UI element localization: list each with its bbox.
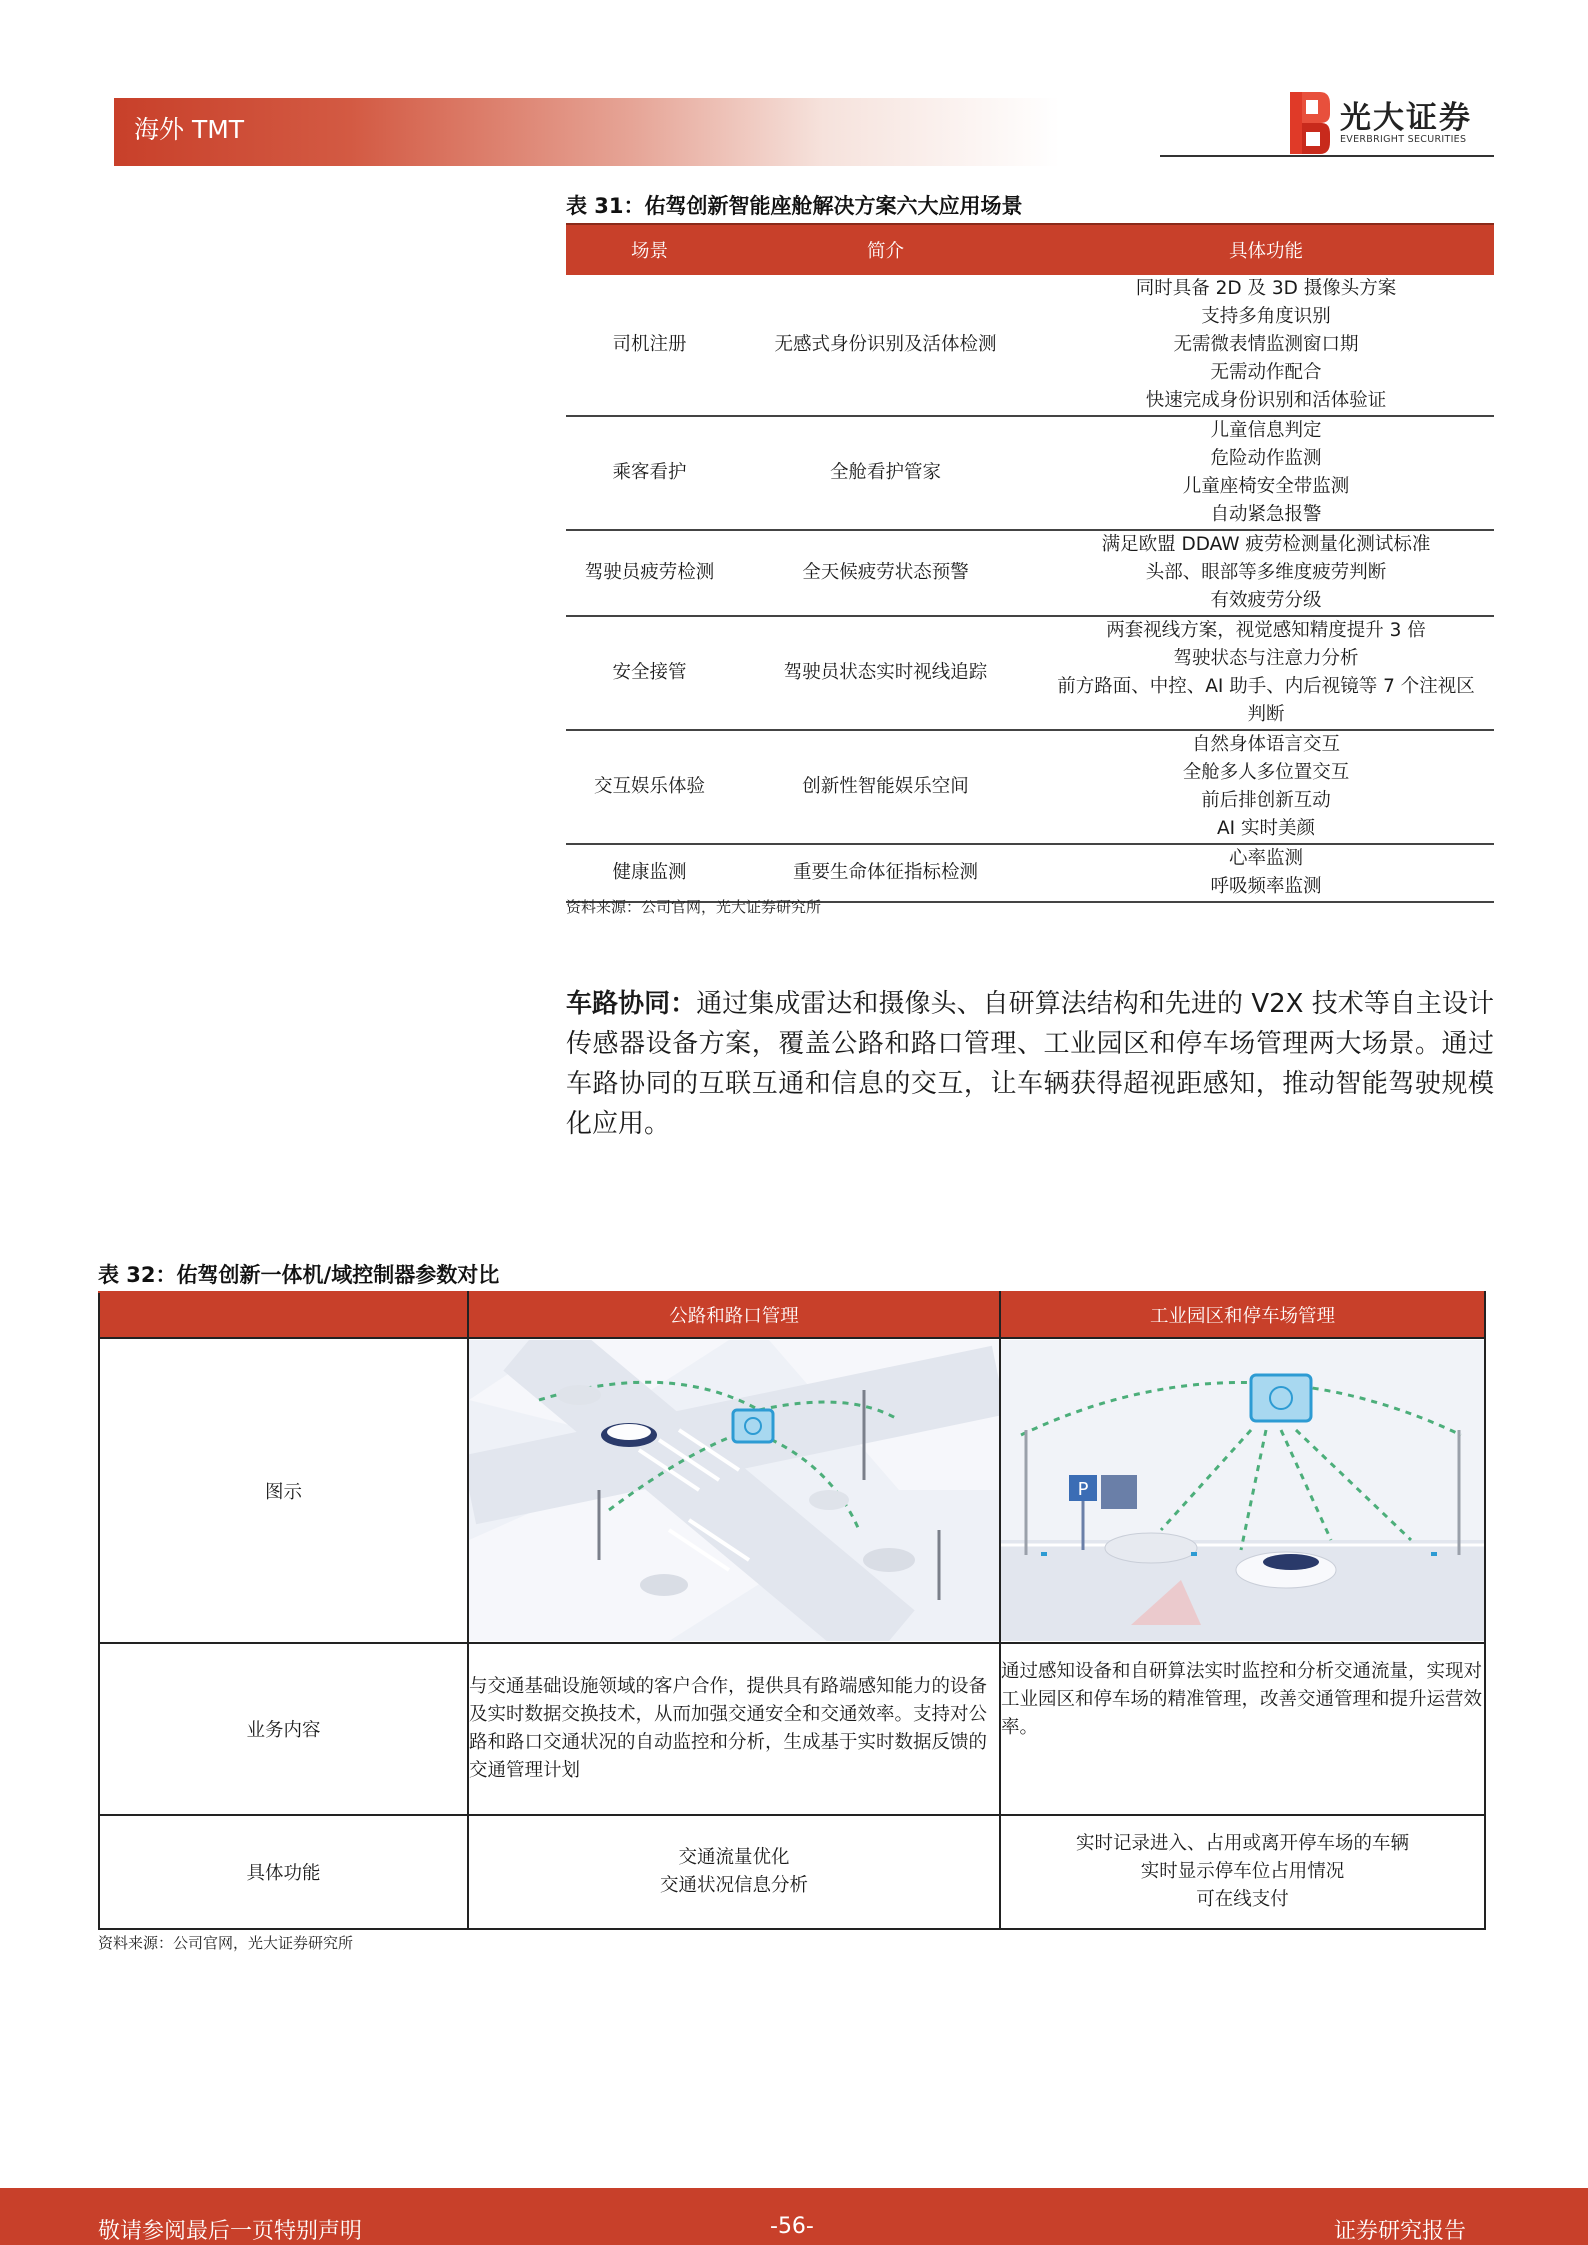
feature-item: 无需微表情监测窗口期: [1173, 334, 1359, 355]
table31-source: 资料来源：公司官网，光大证券研究所: [566, 898, 822, 916]
table32-col-header: [99, 1292, 468, 1338]
table-row: [566, 844, 1494, 902]
footer-disclaimer: 敬请参阅最后一页特别声明: [98, 2219, 363, 2244]
logo-mark-icon: [1290, 92, 1330, 154]
scene-cell: 司机注册: [566, 275, 733, 416]
feature-item: 无需动作配合: [1210, 362, 1322, 383]
table32-source: 资料来源：公司官网，光大证券研究所: [98, 1934, 354, 1952]
feature-item: 满足欧盟 DDAW 疲劳检测量化测试标准: [1101, 534, 1431, 555]
features-cell: [1038, 616, 1494, 730]
header-band: [114, 98, 1060, 166]
feature-item: AI 实时美颜: [1217, 818, 1315, 839]
function-item: 实时记录进入、占用或离开停车场的车辆: [1075, 1833, 1409, 1854]
feature-item: 头部、眼部等多维度疲劳判断: [1145, 562, 1387, 583]
park-desc-cell: 通过感知设备和自研算法实时监控和分析交通流量，实现对工业园区和停车场的精准管理，改善交通管理和提升运营效率。: [1000, 1643, 1485, 1815]
feature-item: 驾驶状态与注意力分析: [1173, 648, 1359, 669]
table-row: [566, 730, 1494, 844]
feature-item: 有效疲劳分级: [1210, 590, 1322, 611]
scene-cell: 驾驶员疲劳检测: [566, 530, 733, 616]
table32-header-row: [99, 1292, 1485, 1338]
table32-caption: 表 32：佑驾创新一体机/域控制器参数对比: [98, 1263, 500, 1287]
header-rule: [1160, 155, 1494, 157]
table-row: [566, 530, 1494, 616]
function-item: 实时显示停车位占用情况: [1140, 1861, 1345, 1882]
feature-item: 呼吸频率监测: [1210, 876, 1322, 897]
features-cell: [1038, 275, 1494, 416]
road-func-cell: [468, 1815, 1000, 1929]
parking-sign-icon: P: [1077, 1479, 1089, 1500]
intro-cell: 驾驶员状态实时视线追踪: [733, 616, 1038, 730]
feature-item: 前后排创新互动: [1201, 790, 1331, 811]
table31: [566, 223, 1494, 903]
road-illustration-cell: [468, 1338, 1000, 1643]
row-label: 图示: [99, 1338, 468, 1643]
table-row: [99, 1643, 1485, 1815]
table31-col-header: 简介: [733, 224, 1038, 275]
feature-item: 儿童信息判定: [1210, 420, 1322, 441]
feature-item: 自然身体语言交互: [1191, 734, 1340, 755]
table32: [98, 1291, 1486, 1930]
function-item: 交通状况信息分析: [659, 1875, 808, 1896]
table31-header-row: [566, 224, 1494, 275]
row-label: 具体功能: [99, 1815, 468, 1929]
table31-col-header: 具体功能: [1038, 224, 1494, 275]
table-row: [99, 1338, 1485, 1643]
table-row: [99, 1815, 1485, 1929]
road-desc-cell: 与交通基础设施领域的客户合作，提供具有路端感知能力的设备及实时数据交换技术，从而加强交通安全和交通效率。支持对公路和路口交通状况的自动监控和分析，生成基于实时数据反馈的交通管理计划: [468, 1643, 1000, 1815]
table-row: [566, 616, 1494, 730]
feature-item: 前方路面、中控、AI 助手、内后视镜等 7 个注视区: [1057, 676, 1475, 697]
scene-cell: 健康监测: [566, 844, 733, 902]
feature-item: 儿童座椅安全带监测: [1182, 476, 1350, 497]
intro-cell: 全舱看护管家: [733, 416, 1038, 530]
feature-item: 全舱多人多位置交互: [1182, 762, 1350, 783]
feature-item: 快速完成身份识别和活体验证: [1145, 390, 1387, 411]
feature-item: 危险动作监测: [1210, 448, 1322, 469]
logo-text-cn: 光大证券: [1340, 100, 1472, 136]
feature-item: 自动紧急报警: [1210, 504, 1322, 525]
road-intersection-illustration: [469, 1340, 999, 1641]
function-item: 可在线支付: [1196, 1889, 1289, 1910]
intro-cell: 重要生命体征指标检测: [733, 844, 1038, 902]
table-row: [566, 416, 1494, 530]
features-cell: [1038, 416, 1494, 530]
table32-col-header: 公路和路口管理: [468, 1292, 1000, 1338]
table32-col-header: 工业园区和停车场管理: [1000, 1292, 1485, 1338]
table31-caption: 表 31：佑驾创新智能座舱解决方案六大应用场景: [566, 194, 1023, 218]
footer-report-type: 证券研究报告: [1334, 2219, 1467, 2244]
scene-cell: 安全接管: [566, 616, 733, 730]
table-row: [566, 275, 1494, 416]
scene-cell: 交互娱乐体验: [566, 730, 733, 844]
feature-item: 判断: [1247, 704, 1285, 725]
paragraph-lead: 车路协同：: [566, 989, 697, 1019]
company-logo: [1290, 86, 1490, 156]
body-paragraph: [566, 984, 1494, 1144]
park-func-cell: [1000, 1815, 1485, 1929]
intro-cell: 全天候疲劳状态预警: [733, 530, 1038, 616]
logo-text-en: EVERBRIGHT SECURITIES: [1340, 134, 1467, 145]
features-cell: [1038, 844, 1494, 902]
function-item: 交通流量优化: [678, 1847, 790, 1868]
table31-col-header: 场景: [566, 224, 733, 275]
page-number: -56-: [770, 2214, 814, 2239]
paragraph-body: 通过集成雷达和摄像头、自研算法结构和先进的 V2X 技术等自主设计传感器设备方案，覆盖公路和路口管理、工业园区和停车场管理两大场景。通过车路协同的互联互通和信息的交互，让车辆获得超视距感知，推动智能驾驶规模化应用。: [566, 989, 1494, 1139]
feature-item: 两套视线方案，视觉感知精度提升 3 倍: [1106, 620, 1426, 641]
feature-item: 同时具备 2D 及 3D 摄像头方案: [1135, 278, 1397, 299]
features-cell: [1038, 730, 1494, 844]
parking-illustration-cell: [1000, 1338, 1485, 1643]
row-label: 业务内容: [99, 1643, 468, 1815]
scene-cell: 乘客看护: [566, 416, 733, 530]
feature-item: 心率监测: [1228, 848, 1303, 869]
feature-item: 支持多角度识别: [1201, 306, 1331, 327]
features-cell: [1038, 530, 1494, 616]
parking-lot-illustration: [1001, 1340, 1484, 1641]
intro-cell: 创新性智能娱乐空间: [733, 730, 1038, 844]
intro-cell: 无感式身份识别及活体检测: [733, 275, 1038, 416]
header-section-label: 海外 TMT: [134, 115, 245, 144]
